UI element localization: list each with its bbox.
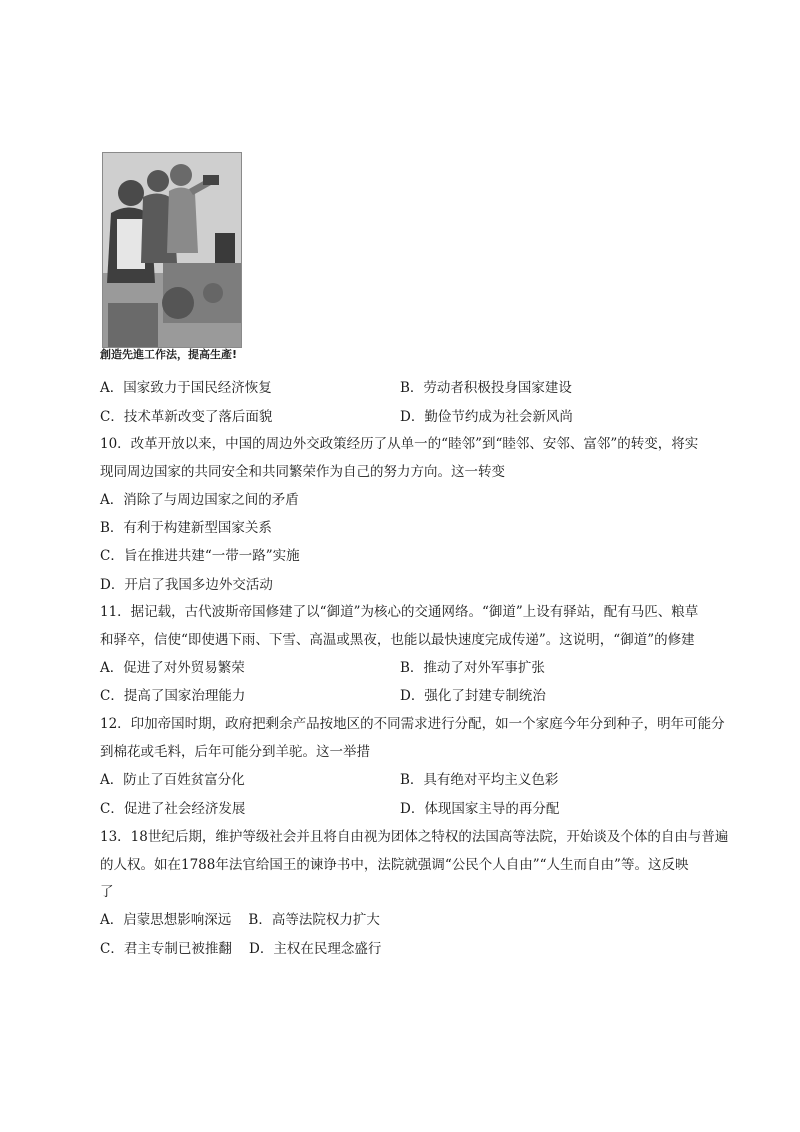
q12-option-a: A．防止了百姓贫富分化 <box>100 772 245 788</box>
q9-option-d: D．勤俭节约成为社会新风尚 <box>400 409 573 425</box>
q12-stem-line2: 到棉花或毛料，后年可能分到羊驼。这一举措 <box>100 744 370 760</box>
q9-option-b: B．劳动者积极投身国家建设 <box>400 380 572 396</box>
q12-stem-line1: 12．印加帝国时期，政府把剩余产品按地区的不同需求进行分配，如一个家庭今年分到种子，明年可能分 <box>100 716 725 732</box>
q9-option-a: A．国家致力于国民经济恢复 <box>100 380 272 396</box>
q12-option-c: C．促进了社会经济发展 <box>100 801 246 817</box>
q11-stem-line1: 11．据记载，古代波斯帝国修建了以“御道”为核心的交通网络。“御道”上设有驿站，配有马匹、粮草 <box>100 604 699 620</box>
q11-option-b: B．推动了对外军事扩张 <box>400 660 545 676</box>
q10-option-d: D．开启了我国多边外交活动 <box>100 577 273 593</box>
q11-option-d: D．强化了封建专制统治 <box>400 688 546 704</box>
q12-option-b: B．具有绝对平均主义色彩 <box>400 772 559 788</box>
q13-stem-line3: 了 <box>100 884 114 900</box>
q10-option-c: C．旨在推进共建“一带一路”实施 <box>100 548 300 564</box>
q11-option-a: A．促进了对外贸易繁荣 <box>100 660 245 676</box>
q13-stem-line1: 13．18世纪后期，维护等级社会并且将自由视为团体之特权的法国高等法院，开始谈及个体的自由与普遍 <box>100 829 729 845</box>
q13-stem-line2: 的人权。如在1788年法官给国王的谏诤书中，法院就强调“公民个人自由”“人生而自由”等。这反映 <box>100 857 689 873</box>
q13-options-line2: C．君主专制已被推翻 D．主权在民理念盛行 <box>100 941 382 957</box>
q11-stem-line2: 和驿卒，信使“即使遇下雨、下雪、高温或黑夜，也能以最快速度完成传递”。这说明，“御道”的修建 <box>100 632 695 648</box>
q9-option-c: C．技术革新改变了落后面貌 <box>100 409 273 425</box>
q12-option-d: D．体现国家主导的再分配 <box>400 801 560 817</box>
q13-options-line1: A．启蒙思想影响深远 B．高等法院权力扩大 <box>100 912 380 928</box>
q10-option-b: B．有利于构建新型国家关系 <box>100 520 272 536</box>
q11-option-c: C．提高了国家治理能力 <box>100 688 246 704</box>
poster-caption: 創造先進工作法，提高生產! <box>100 348 238 361</box>
q10-stem-line1: 10．改革开放以来，中国的周边外交政策经历了从单一的“睦邻”到“睦邻、安邻、富邻”的转变，将实 <box>100 436 699 452</box>
q10-stem-line2: 现同周边国家的共同安全和共同繁荣作为自己的努力方向。这一转变 <box>100 464 505 480</box>
propaganda-poster-image <box>102 152 242 348</box>
q10-option-a: A．消除了与周边国家之间的矛盾 <box>100 492 299 508</box>
